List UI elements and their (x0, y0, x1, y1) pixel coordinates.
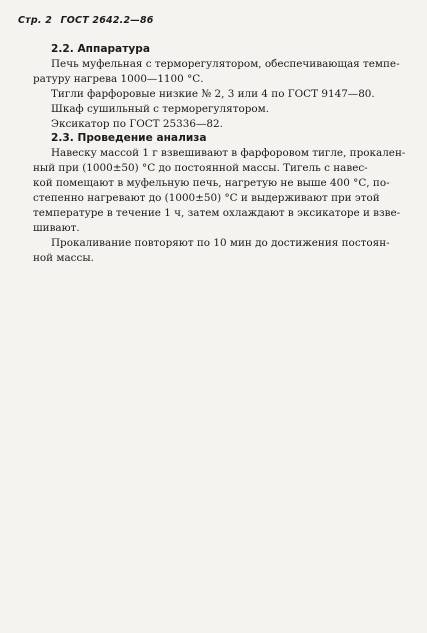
s22-line-4: Шкаф сушильный с терморегулятором. (51, 103, 270, 115)
s23-line-6: шивают. (33, 222, 80, 234)
s23-line-4: степенно нагревают до (1000±50) °С и выдерживают при этой (33, 192, 380, 204)
s23-line-7: Прокаливание повторяют по 10 мин до достижения постоян- (51, 237, 390, 249)
s23-line-1: Навеску массой 1 г взвешивают в фарфоровом тигле, прокален- (51, 147, 406, 159)
page-header (18, 15, 159, 26)
s22-line-1: Печь муфельная с терморегулятором, обеспечивающая темпе- (51, 58, 400, 70)
header-page-label: Стр. 2 (18, 15, 53, 26)
s22-line-3: Тигли фарфоровые низкие № 2, 3 или 4 по ГОСТ 9147—80. (51, 88, 375, 100)
s22-line-2: ратуру нагрева 1000—1100 °С. (33, 73, 204, 85)
section-2-2-title: 2.2. Аппаратура (51, 43, 150, 55)
s23-line-5: температуре в течение 1 ч, затем охлаждают в эксикаторе и взве- (33, 207, 401, 219)
s23-line-8: ной массы. (33, 252, 94, 264)
section-2-3-title: 2.3. Проведение анализа (51, 132, 207, 144)
s22-line-5: Эксикатор по ГОСТ 25336—82. (51, 118, 223, 130)
s23-line-3: кой помещают в муфельную печь, нагретую не выше 400 °С, по- (33, 177, 390, 189)
s23-line-2: ный при (1000±50) °С до постоянной массы. Тигель с навес- (33, 162, 368, 174)
header-standard: ГОСТ 2642.2—86 (60, 15, 154, 26)
